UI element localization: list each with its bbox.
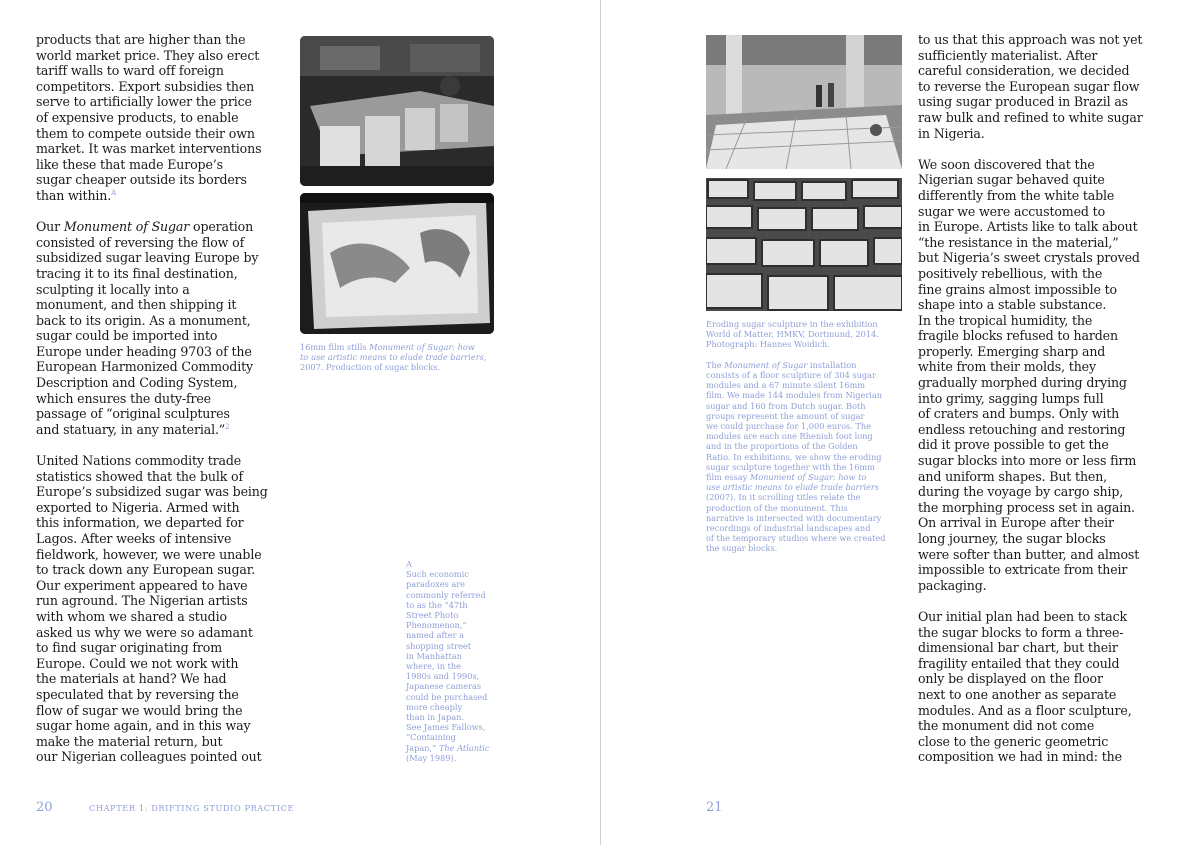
text-line: to find sugar originating from bbox=[36, 640, 222, 656]
installation-caption bbox=[706, 360, 911, 554]
text-line: packaging. bbox=[918, 577, 987, 593]
footnote-marker[interactable]: 2 bbox=[225, 422, 230, 431]
text-line bbox=[36, 188, 286, 204]
caption-line: production of the monument. This bbox=[706, 502, 848, 513]
caption-line: in Manhattan bbox=[406, 650, 462, 661]
caption-line bbox=[300, 352, 500, 362]
work-title: to use artistic means to elude trade barriers bbox=[300, 352, 484, 363]
text-line: to track down any European sugar. bbox=[36, 562, 256, 578]
text-line: properly. Emerging sharp and bbox=[918, 343, 1106, 359]
text-line: during the voyage by cargo ship, bbox=[918, 484, 1124, 500]
text-line: subsidized sugar leaving Europe by bbox=[36, 250, 259, 266]
text-line: back to its origin. As a monument, bbox=[36, 312, 251, 328]
text-fragment: film essay bbox=[706, 472, 750, 483]
text-line: statistics showed that the bulk of bbox=[36, 468, 243, 484]
text-line: like these that made Europe’s bbox=[36, 156, 223, 172]
left-paragraph-2 bbox=[36, 219, 286, 437]
text-line: careful consideration, we decided bbox=[918, 63, 1130, 79]
text-fragment: Our bbox=[36, 219, 64, 235]
right-paragraph-1 bbox=[918, 32, 1168, 141]
text-line: raw bulk and refined to white sugar bbox=[918, 109, 1143, 125]
text-line: sugar we were accustomed to bbox=[918, 203, 1105, 219]
text-line: sufficiently materialist. After bbox=[918, 47, 1098, 63]
running-head: CHAPTER 1: DRIFTING STUDIO PRACTICE bbox=[89, 803, 295, 813]
text-line: passage of “original sculptures bbox=[36, 406, 230, 422]
text-line: next to one another as separate bbox=[918, 686, 1117, 702]
text-line: gradually morphed during drying bbox=[918, 375, 1127, 391]
studio-photo-image bbox=[300, 36, 494, 186]
text-fragment: installation bbox=[807, 359, 857, 370]
text-line: Europe’s subsidized sugar was being bbox=[36, 484, 268, 500]
work-title: Monument of Sugar bbox=[724, 359, 808, 370]
text-line: composition we had in mind: the bbox=[918, 749, 1122, 765]
text-line: sugar blocks into more or less firm bbox=[918, 453, 1137, 469]
caption-line bbox=[406, 743, 506, 753]
right-paragraph-3 bbox=[918, 609, 1168, 765]
text-line: in Nigeria. bbox=[918, 125, 985, 141]
text-fragment: and statuary, in any material.” bbox=[36, 421, 226, 437]
text-line: fragile blocks refused to harden bbox=[918, 328, 1118, 344]
text-line: Our initial plan had been to stack bbox=[918, 608, 1127, 624]
page-number-left: 20 bbox=[36, 800, 53, 815]
caption-line: and in the proportions of the Golden bbox=[706, 441, 858, 452]
text-line: only be displayed on the floor bbox=[918, 671, 1103, 687]
text-line: exported to Nigeria. Armed with bbox=[36, 499, 240, 515]
text-line: fine grains almost impossible to bbox=[918, 281, 1117, 297]
caption-line bbox=[706, 472, 911, 482]
caption-line: more cheaply bbox=[406, 701, 463, 712]
text-line: market. It was market interventions bbox=[36, 141, 262, 157]
page-number-right: 21 bbox=[706, 800, 723, 815]
text-line: did it prove possible to get the bbox=[918, 437, 1109, 453]
sidenote-a bbox=[406, 559, 506, 763]
text-line: Description and Coding System, bbox=[36, 375, 238, 391]
text-line: flow of sugar we would bring the bbox=[36, 702, 243, 718]
publication-title: The Atlantic bbox=[438, 742, 490, 753]
caption-line: recordings of industrial landscapes and bbox=[706, 523, 871, 534]
caption-line: sugar and 160 from Dutch sugar. Both bbox=[706, 400, 866, 411]
text-fragment: Japan,” bbox=[406, 742, 439, 753]
exhibition-photo-image bbox=[706, 35, 902, 169]
left-photo-caption bbox=[300, 342, 500, 373]
caption-line: “Containing bbox=[406, 732, 456, 743]
text-line: sugar cheaper outside its borders bbox=[36, 172, 247, 188]
exhibition-floor-photo bbox=[706, 35, 902, 169]
text-fragment: than within. bbox=[36, 187, 112, 203]
text-line: Our experiment appeared to have bbox=[36, 577, 248, 593]
caption-paragraph bbox=[706, 319, 911, 350]
work-title: Monument of Sugar: how bbox=[369, 342, 475, 352]
right-paragraph-2 bbox=[918, 157, 1168, 594]
text-line: world market price. They also erect bbox=[36, 47, 260, 63]
text-line bbox=[36, 219, 286, 235]
text-line: differently from the white table bbox=[918, 187, 1115, 203]
text-line: run aground. The Nigerian artists bbox=[36, 593, 248, 609]
text-line: positively rebellious, with the bbox=[918, 265, 1103, 281]
text-line: consisted of reversing the flow of bbox=[36, 234, 245, 250]
right-photo-caption bbox=[706, 319, 911, 564]
text-line: of craters and bumps. Only with bbox=[918, 406, 1120, 422]
text-line: sugar could be imported into bbox=[36, 328, 218, 344]
left-paragraph-3 bbox=[36, 453, 286, 765]
text-line: fragility entailed that they could bbox=[918, 655, 1120, 671]
text-line: with whom we shared a studio bbox=[36, 608, 227, 624]
caption-line: Eroding sugar sculpture in the exhibition bbox=[706, 319, 878, 329]
text-line: speculated that by reversing the bbox=[36, 686, 239, 702]
text-line: Nigerian sugar behaved quite bbox=[918, 172, 1105, 188]
caption-line: could be purchased bbox=[406, 691, 488, 702]
text-line: tariff walls to ward off foreign bbox=[36, 63, 224, 79]
caption-line: Street Photo bbox=[406, 610, 459, 621]
text-line: products that are higher than the bbox=[36, 32, 246, 47]
caption-line: Japanese cameras bbox=[406, 681, 482, 692]
text-line: impossible to extricate from their bbox=[918, 562, 1128, 578]
text-line: the materials at hand? We had bbox=[36, 671, 227, 687]
caption-line: to as the “47th bbox=[406, 599, 468, 610]
text-fragment: 16mm film stills bbox=[300, 342, 370, 352]
caption-line: Such economic bbox=[406, 569, 469, 580]
caption-line: consists of a floor sculpture of 304 sugar bbox=[706, 370, 876, 380]
right-page bbox=[601, 0, 1200, 845]
caption-line: modules and a 67 minute silent 16mm bbox=[706, 380, 866, 391]
text-line: our Nigerian colleagues pointed out bbox=[36, 749, 262, 765]
footnote-marker[interactable]: A bbox=[111, 188, 117, 197]
caption-line: paradoxes are bbox=[406, 579, 465, 590]
sugar-blocks-image bbox=[706, 178, 902, 311]
text-line: monument, and then shipping it bbox=[36, 297, 237, 313]
text-line: to reverse the European sugar flow bbox=[918, 78, 1140, 94]
text-line: using sugar produced in Brazil as bbox=[918, 94, 1128, 110]
text-line: modules. And as a floor sculpture, bbox=[918, 702, 1132, 718]
text-line: the sugar blocks to form a three- bbox=[918, 624, 1124, 640]
caption-line: commonly referred bbox=[406, 589, 486, 600]
text-line: were softer than butter, and almost bbox=[918, 546, 1140, 562]
caption-line: of the temporary studios where we created bbox=[706, 533, 886, 544]
hands-photo-image bbox=[300, 193, 494, 334]
caption-line: Photograph: Hannes Woidich. bbox=[706, 339, 830, 350]
text-line: close to the generic geometric bbox=[918, 733, 1109, 749]
caption-line: See James Fallows, bbox=[406, 722, 486, 733]
caption-line: Phenomenon,” bbox=[406, 620, 467, 631]
text-line: “the resistance in the material,” bbox=[918, 234, 1119, 250]
text-line: Europe. Could we not work with bbox=[36, 655, 239, 671]
caption-line: shopping street bbox=[406, 640, 472, 651]
left-paragraph-1 bbox=[36, 32, 286, 204]
text-line bbox=[36, 422, 286, 438]
caption-line: the sugar blocks. bbox=[706, 543, 778, 554]
right-body-text bbox=[918, 32, 1168, 765]
caption-line: modules are each one Rhenish foot long bbox=[706, 431, 873, 442]
caption-line: (May 1989). bbox=[406, 752, 457, 763]
text-line: but Nigeria’s sweet crystals proved bbox=[918, 250, 1140, 266]
caption-line: 2007. Production of sugar blocks. bbox=[300, 362, 441, 373]
text-line: In the tropical humidity, the bbox=[918, 312, 1093, 328]
caption-line: Ratio. In exhibitions, we show the eroding bbox=[706, 451, 882, 462]
caption-line: World of Matter, HMKV, Dortmund, 2014. bbox=[706, 329, 879, 340]
sidenote-marker: A bbox=[406, 559, 412, 569]
text-line: endless retouching and restoring bbox=[918, 421, 1126, 437]
work-title: Monument of Sugar bbox=[63, 219, 190, 235]
caption-line: film. We made 144 modules from Nigerian bbox=[706, 390, 883, 401]
text-line: asked us why we were so adamant bbox=[36, 624, 253, 640]
text-line: the morphing process set in again. bbox=[918, 499, 1135, 515]
left-body-text bbox=[36, 32, 286, 765]
text-line: On arrival in Europe after their bbox=[918, 515, 1114, 531]
caption-line: narrative is intersected with documentary bbox=[706, 512, 882, 523]
text-line: them to compete outside their own bbox=[36, 125, 255, 141]
text-line: in Europe. Artists like to talk about bbox=[918, 219, 1138, 235]
work-title: use artistic means to elude trade barriers bbox=[706, 482, 880, 493]
text-line: United Nations commodity trade bbox=[36, 453, 242, 469]
text-line: of expensive products, to enable bbox=[36, 109, 239, 125]
text-line: dimensional bar chart, but their bbox=[918, 640, 1118, 656]
caption-line: sugar sculpture together with the 16mm bbox=[706, 461, 875, 472]
caption-line: groups represent the amount of sugar bbox=[706, 410, 865, 421]
text-line: to us that this approach was not yet bbox=[918, 32, 1143, 47]
text-line: long journey, the sugar blocks bbox=[918, 531, 1106, 546]
text-line: and uniform shapes. But then, bbox=[918, 468, 1108, 484]
text-line: tracing it to its final destination, bbox=[36, 265, 238, 281]
text-line: the monument did not come bbox=[918, 718, 1095, 734]
text-line: make the material return, but bbox=[36, 733, 223, 749]
text-line: Lagos. After weeks of intensive bbox=[36, 531, 232, 546]
text-line: shape into a stable substance. bbox=[918, 297, 1107, 313]
text-line: sculpting it locally into a bbox=[36, 281, 190, 297]
sugar-blocks-closeup-photo bbox=[706, 178, 902, 311]
caption-line: we could purchase for 1,000 euros. The bbox=[706, 421, 871, 432]
text-line: which ensures the duty-free bbox=[36, 390, 211, 406]
text-line: competitors. Export subsidies then bbox=[36, 78, 255, 94]
text-line: serve to artificially lower the price bbox=[36, 94, 252, 110]
caption-line: named after a bbox=[406, 630, 465, 641]
caption-line: 1980s and 1990s, bbox=[406, 671, 480, 682]
text-line: European Harmonized Commodity bbox=[36, 359, 253, 375]
caption-line bbox=[706, 482, 911, 492]
text-line: sugar home again, and in this way bbox=[36, 718, 251, 734]
text-line: white from their molds, they bbox=[918, 359, 1096, 375]
caption-line: (2007). In it scrolling titles relate the bbox=[706, 492, 861, 503]
text-fragment: , bbox=[483, 352, 487, 363]
text-line: into grimy, sagging lumps full bbox=[918, 390, 1104, 406]
text-fragment: operation bbox=[189, 219, 254, 235]
text-line: this information, we departed for bbox=[36, 515, 244, 531]
caption-line: where, in the bbox=[406, 661, 461, 672]
caption-line bbox=[706, 360, 911, 370]
text-line: Europe under heading 9703 of the bbox=[36, 343, 252, 359]
work-title: Monument of Sugar: how to bbox=[749, 472, 867, 483]
text-line: We soon discovered that the bbox=[918, 156, 1095, 172]
film-still-hands-photo bbox=[300, 193, 494, 334]
film-still-studio-photo bbox=[300, 36, 494, 186]
text-fragment: The bbox=[706, 359, 725, 370]
text-line: fieldwork, however, we were unable bbox=[36, 546, 262, 562]
caption-line: than in Japan. bbox=[406, 712, 464, 723]
caption-line bbox=[300, 342, 500, 352]
